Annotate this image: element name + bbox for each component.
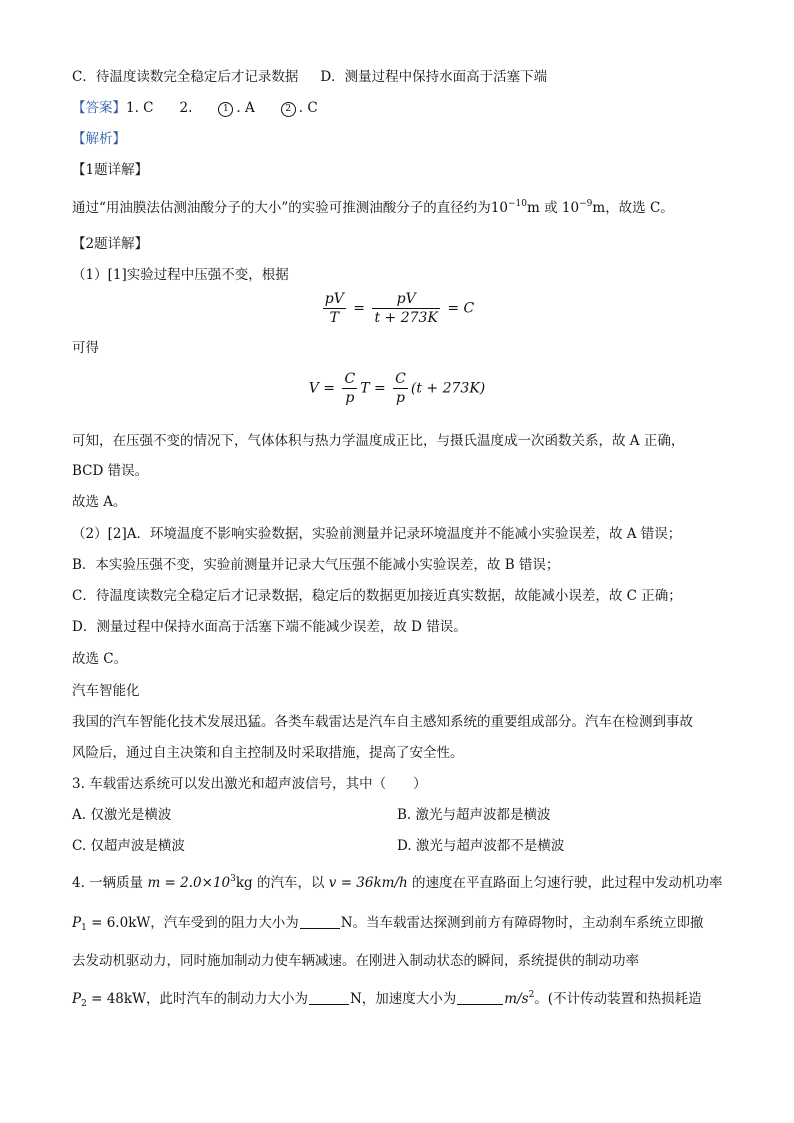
q3-option-d: D. 激光与超声波都不是横波 [397, 838, 565, 854]
q4-line-3: 去发动机驱动力，同时施加制动力使车辆减速。在刚进入制动状态的瞬间，系统提供的制动功率 [72, 953, 639, 969]
q2-p3: BCD 错误。 [72, 463, 149, 479]
answer-line [72, 98, 728, 118]
q2-p8: D．测量过程中保持水面高于活塞下端不能减少误差，故 D 错误。 [72, 619, 467, 635]
analysis-label: 【解析】 [72, 131, 126, 147]
q3-stem: 3. 车载雷达系统可以发出激光和超声波信号，其中（ ） [72, 776, 427, 792]
option-c: C．待温度读数完全稳定后才记录数据 [72, 69, 299, 85]
or-text: 或 [539, 200, 562, 216]
q2-p7: C．待温度读数完全稳定后才记录数据，稳定后的数据更加接近真实数据，故能减小误差，故 C 正确； [72, 588, 682, 604]
q1-detail-title: 【1题详解】 [72, 162, 149, 178]
q3-option-c: C. 仅超声波是横波 [72, 838, 185, 854]
q2-p4: 故选 A。 [72, 494, 127, 510]
q1-text-b: ，故选 C。 [605, 200, 674, 216]
q2-detail-title: 【2题详解】 [72, 236, 149, 252]
answer-blank-2[interactable] [309, 990, 349, 1005]
q2-p6: B．本实验压强不变，实验前测量并记录大气压强不能减小实验误差，故 B 错误； [72, 557, 560, 573]
kede-line: 可得 [72, 340, 99, 356]
value-2: $10^{-9}m$ [561, 199, 606, 216]
q1-detail-text [72, 198, 728, 218]
answer-q2: 2. [179, 100, 193, 116]
q4-line-2: $P_1 = 6.0kW$，汽车受到的阻力大小为 N。当车载雷达探测到前方有障碍物时，主动刹车系统立即撤 [72, 915, 704, 933]
answer-q1: 1. C [126, 100, 154, 116]
answer-label: 【答案】 [72, 100, 126, 116]
equation-1: $\frac{pV}{T}$ = $\frac{pV}{t + 273K}$ = C [324, 291, 475, 326]
section-intro-1: 我国的汽车智能化技术发展迅猛。各类车载雷达是汽车自主感知系统的重要组成部分。汽车在检测到事故 [72, 714, 693, 730]
answer-blank-3[interactable] [457, 990, 503, 1005]
equation-2: V = $\frac{C}{p}$ T = $\frac{C}{p}$ (t + 273K) [308, 371, 486, 406]
q3-option-b: B. 激光与超声波都是横波 [397, 807, 551, 823]
q1-text-a: 通过“用油膜法估测油酸分子的大小”的实验可推测油酸分子的直径约为 [72, 200, 491, 216]
q3-option-a: A. 仅激光是横波 [72, 807, 172, 823]
prev-options-line [72, 67, 728, 87]
circled-number-1: 1 [218, 102, 233, 117]
q2-p9: 故选 C。 [72, 651, 128, 667]
value-1: $10^{-10}m$ [490, 199, 540, 216]
section-title: 汽车智能化 [72, 683, 140, 699]
q2-p1: （1）[1]实验过程中压强不变，根据 [72, 267, 289, 283]
section-intro-2: 风险后，通过自主决策和自主控制及时采取措施，提高了安全性。 [72, 745, 464, 761]
answer-a1: . A [236, 100, 255, 116]
q2-p2: 可知，在压强不变的情况下，气体体积与热力学温度成正比，与摄氏温度成一次函数关系，故 A 正确， [72, 433, 685, 449]
circled-number-2: 2 [281, 102, 296, 117]
q4-line-1: 4. 一辆质量 $m = 2.0\times 10^3kg$ 的汽车，以 v = 36km/h 的速度在平直路面上匀速行驶，此过程中发动机功率 [72, 874, 723, 891]
q4-line-4: $P_2 = 48kW$，此时汽车的制动力大小为 N，加速度大小为 $m/s^2$。(不计传动装置和热损耗造 [72, 990, 702, 1009]
option-d: D．测量过程中保持水面高于活塞下端 [320, 69, 548, 85]
answer-blank-1[interactable] [300, 914, 340, 929]
q2-p5: （2）[2]A．环境温度不影响实验数据，实验前测量并记录环境温度并不能减小实验误差，故 A 错误； [72, 526, 682, 542]
answer-a2: . C [298, 100, 318, 116]
